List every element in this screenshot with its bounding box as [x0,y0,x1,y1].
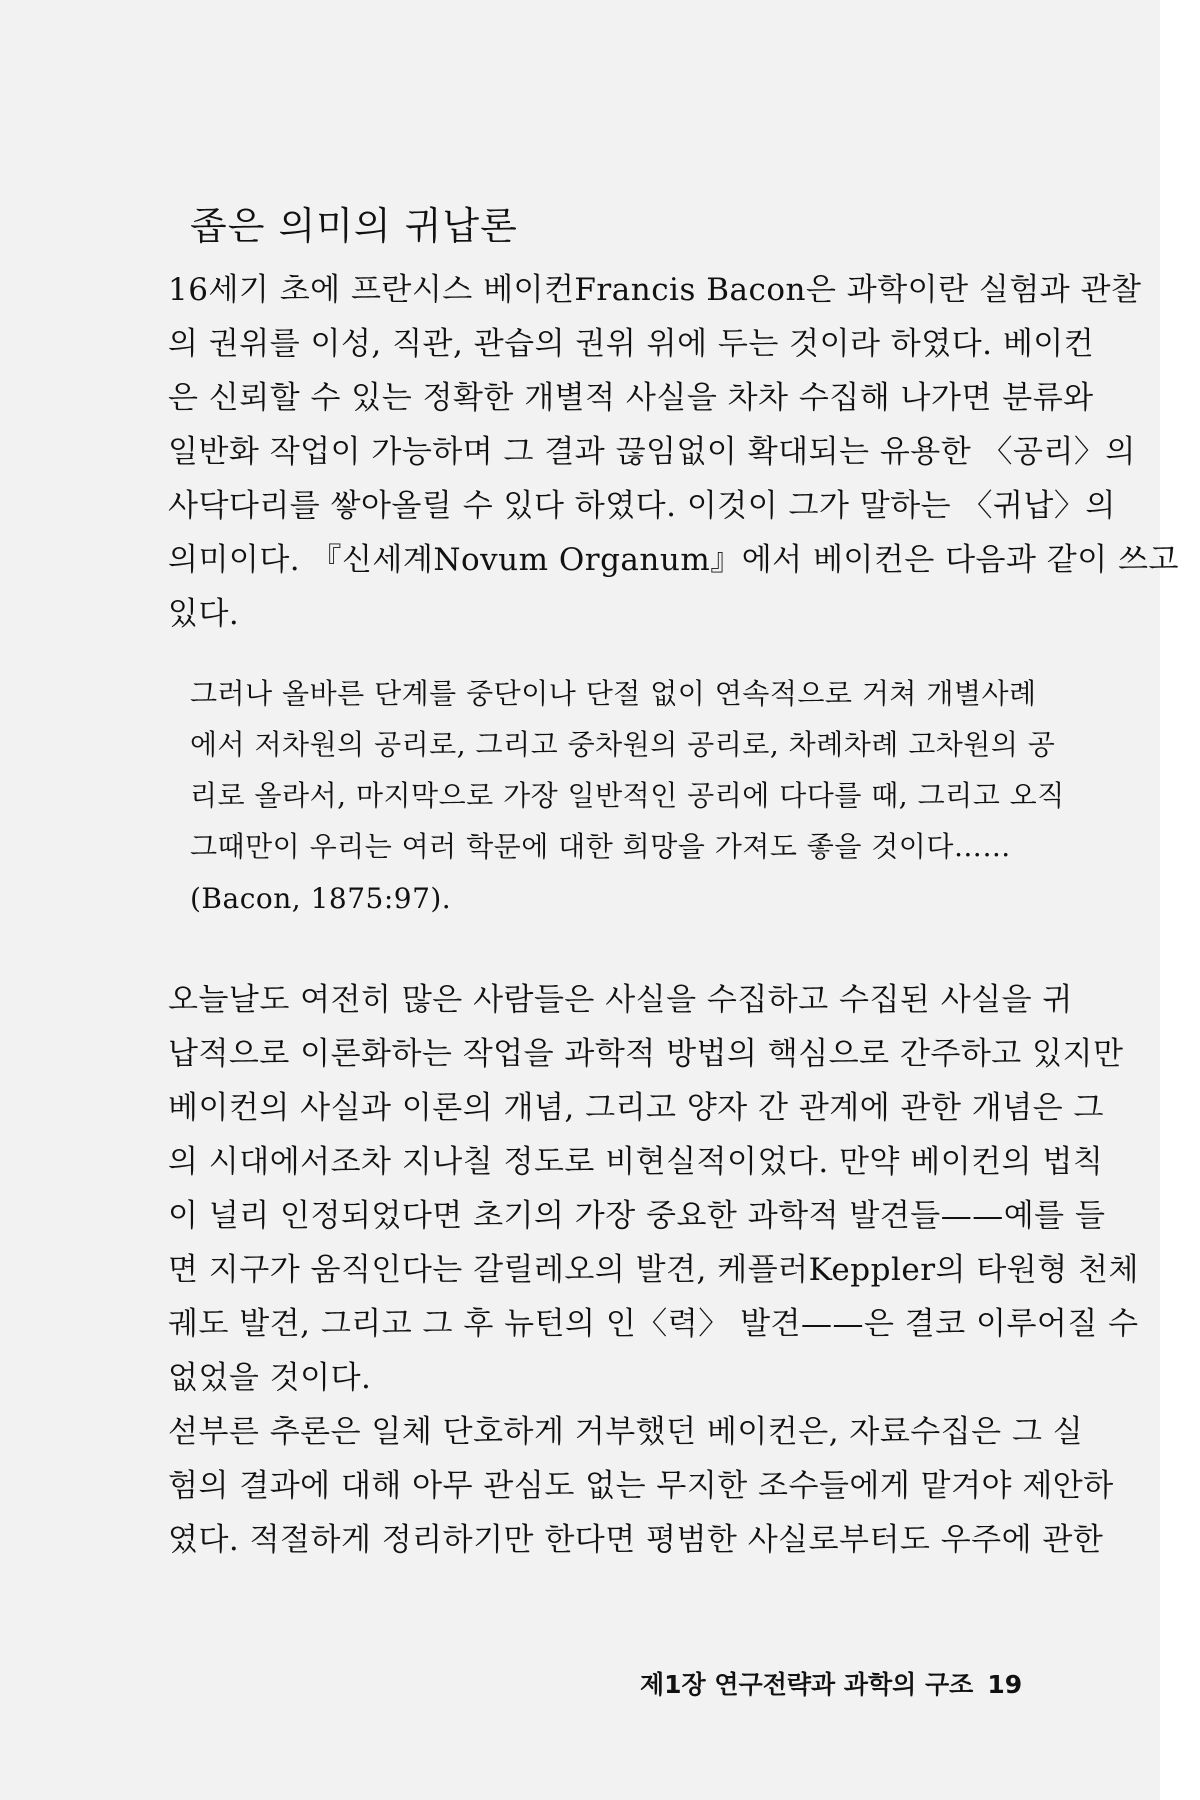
text-line: 일반화 작업이 가능하며 그 결과 끊임없이 확대되는 유용한 〈공리〉의 [168,434,1136,470]
quote-line: 그때만이 우리는 여러 학문에 대한 희망을 가져도 좋을 것이다…… [190,830,1011,863]
page-edge [1160,0,1200,1800]
chapter-title: 제1장 연구전략과 과학의 구조 [640,1670,974,1699]
text-line: 의 권위를 이성, 직관, 관습의 권위 위에 두는 것이라 하였다. 베이컨 [168,326,1095,362]
text-line: 16세기 초에 프란시스 베이컨Francis Bacon은 과학이란 실험과 관찰 [168,272,1142,308]
quote-line: 리로 올라서, 마지막으로 가장 일반적인 공리에 다다를 때, 그리고 오직 [190,779,1065,812]
text-line: 의미이다. 『신세계Novum Organum』에서 베이컨은 다음과 같이 쓰고 [168,542,1179,578]
quote-line: 그러나 올바른 단계를 중단이나 단절 없이 연속적으로 거쳐 개별사례 [190,677,1037,710]
quote-citation: (Bacon, 1875:97). [190,882,452,915]
quote-line: 에서 저차원의 공리로, 그리고 중차원의 공리로, 차례차례 고차원의 공 [190,728,1056,761]
text-line: 섣부른 추론은 일체 단호하게 거부했던 베이컨은, 자료수집은 그 실 [168,1414,1084,1450]
text-line: 의 시대에서조차 지나칠 정도로 비현실적이었다. 만약 베이컨의 법칙 [168,1144,1104,1180]
text-line: 있다. [168,596,240,632]
running-footer [640,1665,1022,1701]
page-number: 19 [987,1670,1023,1699]
text-line: 면 지구가 움직인다는 갈릴레오의 발견, 케플러Keppler의 타원형 천체 [168,1252,1139,1288]
text-line: 오늘날도 여전히 많은 사람들은 사실을 수집하고 수집된 사실을 귀 [168,982,1073,1018]
text-line: 납적으로 이론화하는 작업을 과학적 방법의 핵심으로 간주하고 있지만 [168,1036,1124,1072]
text-line: 사닥다리를 쌓아올릴 수 있다 하였다. 이것이 그가 말하는 〈귀납〉의 [168,488,1116,524]
text-line: 이 널리 인정되었다면 초기의 가장 중요한 과학적 발견들——예를 들 [168,1198,1106,1234]
text-line: 베이컨의 사실과 이론의 개념, 그리고 양자 간 관계에 관한 개념은 그 [168,1090,1104,1126]
text-line: 험의 결과에 대해 아무 관심도 없는 무지한 조수들에게 맡겨야 제안하 [168,1468,1114,1504]
text-line: 은 신뢰할 수 있는 정확한 개별적 사실을 차차 수집해 나가면 분류와 [168,380,1094,416]
text-line: 궤도 발견, 그리고 그 후 뉴턴의 인〈력〉 발견——은 결코 이루어질 수 [168,1306,1139,1342]
text-line: 없었을 것이다. [168,1360,372,1396]
text-line: 였다. 적절하게 정리하기만 한다면 평범한 사실로부터도 우주에 관한 [168,1522,1104,1558]
section-title: 좁은 의미의 귀납론 [190,204,518,248]
